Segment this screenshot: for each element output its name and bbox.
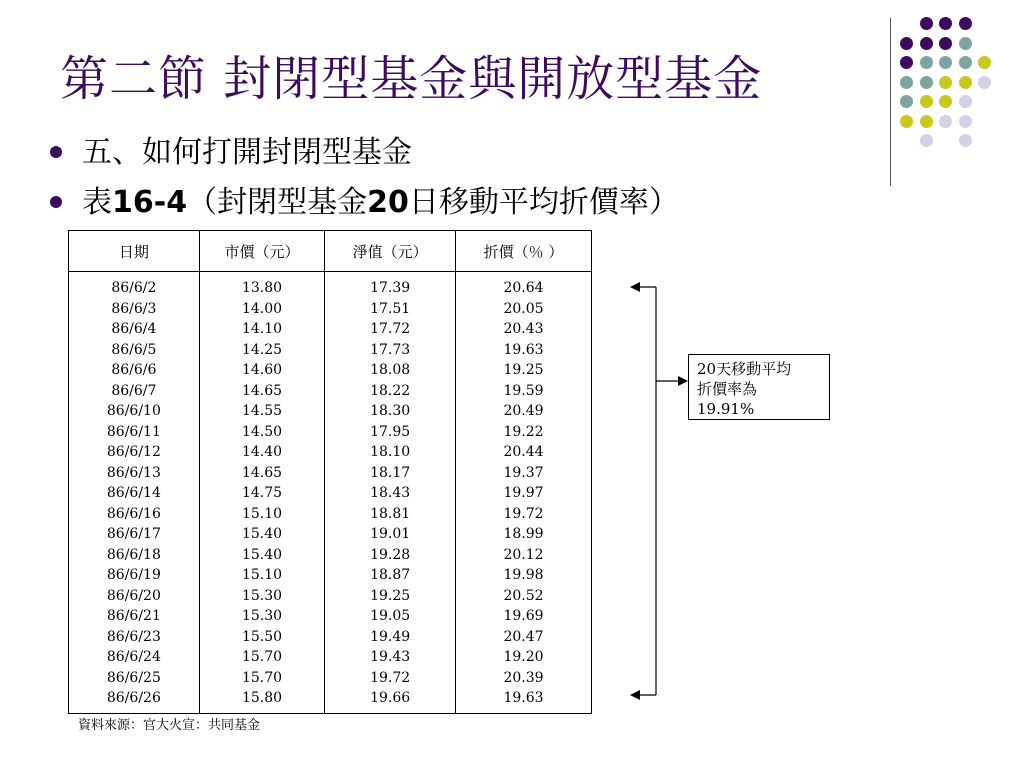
- date-cell: 86/6/26: [106, 690, 161, 706]
- market-price-cell: 15.30: [241, 608, 283, 624]
- market-price-cell: 15.40: [241, 526, 283, 542]
- market-price-cell: 14.25: [241, 341, 283, 358]
- nav-cell: 17.72: [370, 321, 411, 337]
- date-cell: 86/6/10: [106, 403, 161, 419]
- market-price-cell: 14.10: [241, 321, 283, 337]
- market-price-cell: 14.00: [241, 300, 283, 317]
- date-cell: 86/6/21: [106, 608, 161, 624]
- discount-cell: 19.63: [503, 341, 544, 358]
- discount-cell: 20.44: [503, 444, 544, 460]
- nav-cell: 19.25: [370, 587, 411, 604]
- note-line-1: 20天移動平均: [697, 360, 792, 378]
- discount-cell: 18.99: [503, 526, 544, 542]
- date-cell: 86/6/25: [106, 669, 161, 686]
- nav-cell: 18.22: [370, 382, 411, 399]
- nav-cell: 19.05: [370, 608, 411, 624]
- discount-cell: 20.39: [503, 669, 544, 686]
- header-nav: 淨值（元）: [325, 231, 456, 272]
- discount-cell: 19.69: [503, 608, 544, 624]
- date-cell: 86/6/5: [111, 341, 157, 358]
- date-cell: 86/6/3: [111, 300, 157, 317]
- date-cell: 86/6/23: [106, 628, 161, 645]
- nav-cell: 19.49: [370, 628, 411, 645]
- discount-cell: 19.22: [503, 423, 544, 440]
- nav-cell: 19.43: [370, 649, 411, 665]
- nav-cell: 17.95: [370, 423, 411, 440]
- bullet-suffix: 日移動平均折價率）: [408, 185, 679, 220]
- market-price-cell: 15.80: [241, 690, 283, 706]
- market-price-cell: 15.40: [241, 546, 283, 563]
- discount-cell: 20.12: [503, 546, 544, 563]
- discount-cell: 19.59: [503, 382, 544, 399]
- nav-cell: 18.17: [370, 464, 411, 481]
- discount-cell: 20.47: [503, 628, 544, 645]
- date-cell: 86/6/4: [111, 321, 157, 337]
- date-cell: 86/6/14: [106, 485, 161, 501]
- market-price-cell: 15.70: [241, 669, 283, 686]
- market-price-cell: 14.55: [241, 403, 283, 419]
- discount-cell: 19.97: [503, 485, 544, 501]
- discount-cell: 20.52: [503, 587, 544, 604]
- nav-cell: 19.28: [370, 546, 411, 563]
- discount-cell: 19.25: [503, 362, 544, 378]
- source-note: 資料來源：官大火宣：共同基金: [78, 718, 261, 733]
- date-cell: 86/6/11: [106, 423, 161, 440]
- market-price-cell: 14.75: [241, 485, 283, 501]
- header-discount: 折價（％ ）: [456, 231, 592, 272]
- market-price-cell: 15.50: [241, 628, 283, 645]
- nav-cell: 18.30: [370, 403, 411, 419]
- date-cell: 86/6/2: [111, 280, 157, 296]
- nav-cell: 17.39: [370, 280, 411, 296]
- nav-cell: 19.01: [370, 526, 411, 542]
- discount-cell: 19.98: [503, 567, 544, 583]
- date-cell: 86/6/19: [106, 567, 161, 583]
- date-cell: 86/6/12: [106, 444, 161, 460]
- market-price-cell: 15.10: [241, 505, 283, 522]
- header-date: 日期: [69, 231, 200, 272]
- arrow-right-icon: [678, 376, 688, 386]
- note-line-3: 19.91%: [697, 400, 755, 418]
- date-cell: 86/6/7: [111, 382, 157, 399]
- day-count: 20: [367, 185, 409, 220]
- nav-cell: 18.87: [370, 567, 411, 583]
- discount-cell: 19.72: [503, 505, 544, 522]
- market-price-cell: 14.50: [241, 423, 283, 440]
- date-cell: 86/6/20: [106, 587, 161, 604]
- discount-cell: 20.49: [503, 403, 544, 419]
- arrow-left-top-icon: [630, 282, 640, 292]
- table-number: 16-4: [112, 185, 188, 220]
- discount-cell: 19.20: [503, 649, 544, 665]
- date-cell: 86/6/24: [106, 649, 161, 665]
- date-cell: 86/6/16: [106, 505, 161, 522]
- nav-cell: 18.08: [370, 362, 411, 378]
- date-cell: 86/6/17: [106, 526, 161, 542]
- discount-cell: 19.63: [503, 690, 544, 706]
- bullet-mid: （封閉型基金: [187, 185, 368, 220]
- nav-cell: 18.81: [370, 505, 411, 522]
- discount-cell: 20.05: [503, 300, 544, 317]
- nav-cell: 19.66: [370, 690, 411, 706]
- nav-cell: 19.72: [370, 669, 411, 686]
- market-price-cell: 13.80: [241, 280, 283, 296]
- nav-cell: 18.43: [370, 485, 411, 501]
- nav-cell: 17.51: [370, 300, 411, 317]
- arrow-left-bottom-icon: [630, 690, 640, 700]
- market-price-cell: 15.70: [241, 649, 283, 665]
- market-price-cell: 14.40: [241, 444, 283, 460]
- nav-cell: 18.10: [370, 444, 411, 460]
- date-cell: 86/6/6: [111, 362, 157, 378]
- header-market-price: 市價（元）: [199, 231, 325, 272]
- market-price-cell: 15.10: [241, 567, 283, 583]
- bullet-prefix: 表: [82, 185, 112, 220]
- date-cell: 86/6/18: [106, 546, 161, 563]
- discount-cell: 20.43: [503, 321, 544, 337]
- discount-cell: 20.64: [503, 280, 544, 296]
- market-price-cell: 14.65: [241, 464, 283, 481]
- market-price-cell: 15.30: [241, 587, 283, 604]
- date-cell: 86/6/13: [106, 464, 161, 481]
- market-price-cell: 14.65: [241, 382, 283, 399]
- slide-title: 第二節 封閉型基金與開放型基金: [60, 51, 763, 107]
- market-price-cell: 14.60: [241, 362, 283, 378]
- note-line-2: 折價率為: [697, 380, 758, 398]
- bullet-text: 五、如何打開封閉型基金: [82, 135, 412, 170]
- average-discount-note: [688, 354, 830, 420]
- discount-cell: 19.37: [503, 464, 544, 481]
- nav-cell: 17.73: [370, 341, 411, 358]
